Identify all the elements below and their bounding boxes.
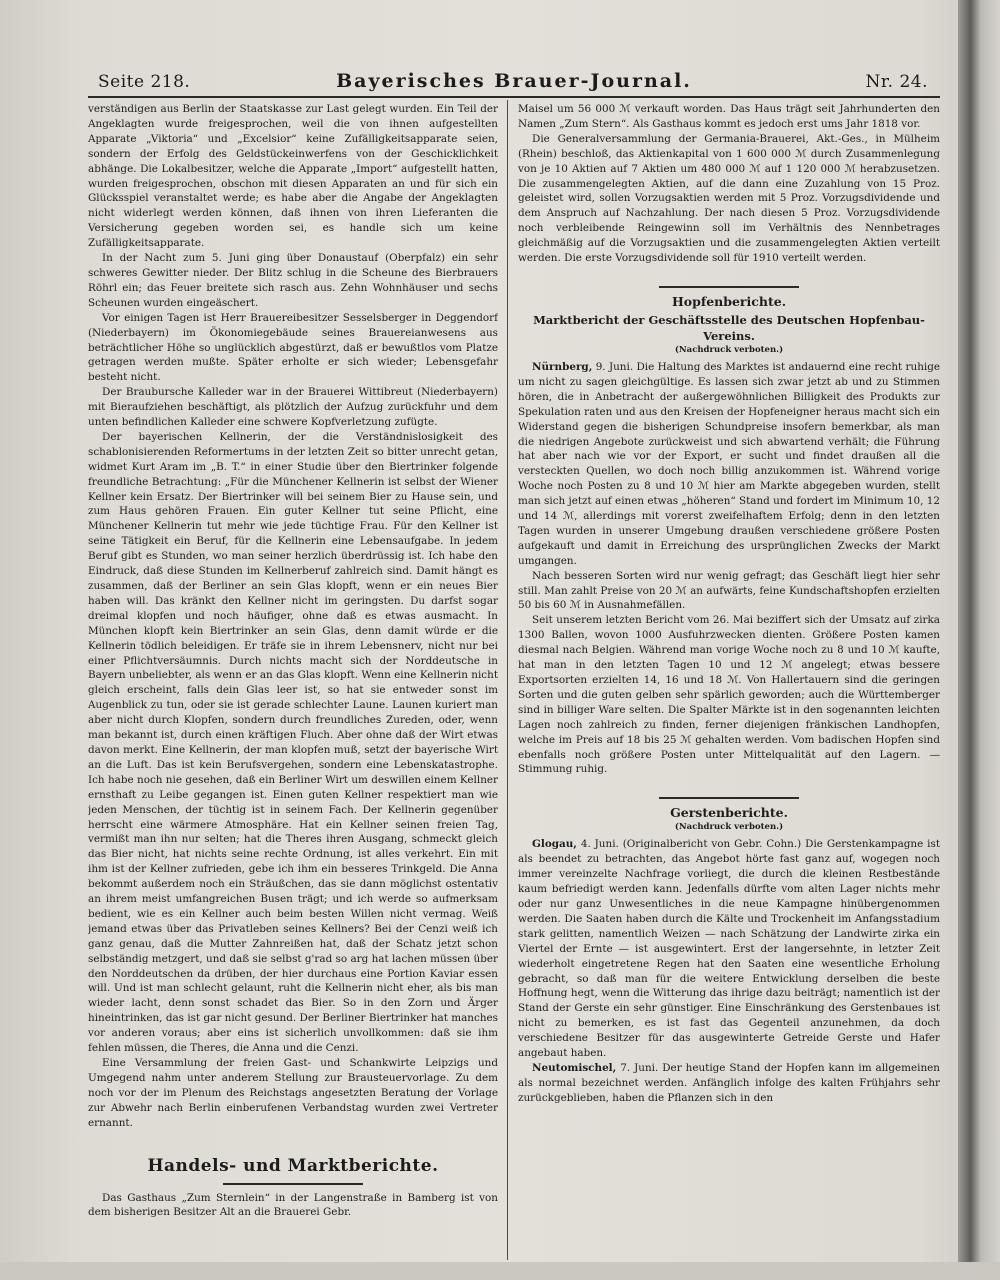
page-number: Seite 218. [98,72,191,92]
column-divider [507,100,508,1260]
paragraph-text: 7. Juni. Der heutige Stand der Hopfen kann im allgemeinen als normal bezeichnet werden. Anfänglich infolge des kalten Frühjahrs sehr zurückgeblieben, haben die Pflanzen sich in den [518,1061,940,1104]
paragraph: Vor einigen Tagen ist Herr Brauereibesitzer Sesselsberger in Deggendorf (Niederbayern) im Ökonomiegebäude seines Brauereianwesens aus beträchtlicher Höhe so unglücklich abgestürzt, daß er bewußtlos vom Platze getragen werden mußte. Später erholte er sich wieder; Lebensgefahr besteht nicht. [88,311,498,384]
paragraph [518,1061,940,1106]
paragraph [518,837,940,1061]
dateline-place: Nürnberg, [532,360,593,373]
section-subheading: Marktbericht der Geschäftsstelle des Deutschen Hopfenbau-Vereins. [533,312,925,343]
issue-number: Nr. 24. [865,72,928,92]
dateline-place: Glogau, [532,838,577,851]
paragraph: verständigen aus Berlin der Staatskasse zur Last gelegt wurden. Ein Teil der Angeklagten wurde freigesprochen, weil die von ihnen aufgestellten Apparate „Viktoria“ und „Excelsior“ keine Zufälligkeitsapparate seien, sondern der Erfolg des Geldstückeinwerfens von der Geschicklichkeit abhänge. Die Lokalbesitzer, welche die Apparate „Import“ aufgestellt hatten, wurden freigesprochen, obschon mit diesen Apparaten an und für sich ein Glücksspiel veranstaltet werde; es habe aber die Angabe der Angeklagten nicht widerlegt werden können, daß ihnen von ihren Lieferanten die Versicherung gegeben worden sei, es handle sich um keine Zufälligkeitsapparate. [88,103,498,250]
paragraph: Die Generalversammlung der Germania-Brauerei, Akt.-Ges., in Mülheim (Rhein) beschloß, das Aktienkapital von 1 600 000 ℳ durch Zusammenlegung von je 10 Aktien auf 7 Aktien um 480 000 ℳ auf 1 120 000 ℳ herabzusetzen. Die zusammengelegten Aktien, auf die dann eine Zuzahlung von 15 Proz. geleistet wird, sollen Vorzugsaktien werden mit 5 Proz. Vorzugsdividende und dem Anspruch auf Nachzahlung. Der nach diesen 5 Proz. Vorzugsdividende noch verbleibende Reingewinn soll im Verhältnis des Nennbetrages gleichmäßig auf die Vorzugsaktien und die zusammengelegten Aktien verteilt werden. Die erste Vorzugsdividende soll für 1910 verteilt werden. [518,132,940,265]
paragraph-text: 4. Juni. (Originalbericht von Gebr. Cohn.) Die Gerstenkampagne ist als beendet zu betrachten, das Angebot hörte fast ganz auf, wogegen noch immer vereinzelte Nachfrage vorliegt, die durch die kleinen Restbestände kaum befriedigt werden kann. Jedenfalls dürfte vom alten Lager nichts mehr oder nur ganz Unwesentliches in die neue Kampagne hinübergenommen werden. Die Saaten haben durch die Kälte und Trockenheit im Anfangsstadium stark gelitten, namentlich Weizen — nach Schätzung der Landwirte zirka ein Viertel der Ernte — ist ausgewintert. Erst der langersehnte, in letzter Zeit wiederholt eingetretene Regen hat den Saaten eine wesentliche Erholung gebracht, so daß man für die weitere Entwicklung derselben die beste Hoffnung hegt, wenn die Witterung das ihrige dazu beiträgt; namentlich ist der Stand der Gerste ein sehr günstiger. Eine Einschränkung des Gerstenbaues ist nicht zu bemerken, es ist fast das Gegenteil anzunehmen, da doch verschiedene Besitzer für das ausgewinterte Getreide Gerste und Hafer angebaut haben. [518,838,940,1060]
heading-rule [659,286,799,288]
paragraph: In der Nacht zum 5. Juni ging über Donaustauf (Oberpfalz) ein sehr schweres Gewitter nieder. Der Blitz schlug in die Scheune des Bierbrauers Röhrl ein; das Feuer breitete sich rasch aus. Zehn Wohnhäuser und sechs Scheunen wurden eingeäschert. [88,252,498,309]
right-column [518,102,940,1260]
page-bottom-margin [0,1262,1000,1280]
paragraph: Das Gasthaus „Zum Sternlein“ in der Langenstraße in Bamberg ist von dem bisherigen Besitzer Alt an die Brauerei Gebr. [88,1191,498,1219]
paragraph: Der bayerischen Kellnerin, der die Verständnislosigkeit des schablonisierenden Reformertums in der letzten Zeit so bitter unrecht getan, widmet Kurt Aram im „B. T.“ in einer Studie über den Biertrinker folgende freundliche Betrachtung: „Für die Münchener Kellnerin ist selbst der Wiener Kellner kein Ersatz. Der Biertrinker will bei seinem Bier zu Hause sein, und zum Haus gehören Frauen. Ein guter Kellner tut seine Pflicht, eine Münchener Kellnerin tut mehr wie jede tüchtige Frau. Für den Kellner ist seine Tätigkeit ein Beruf, für die Kellnerin eine Lebensaufgabe. In jedem Beruf gibt es Stunden, wo man seiner herzlich überdrüssig ist. Ich habe den Eindruck, daß diese Stunden im Kellnerberuf zahlreich sind. Damit hängt es zusammen, daß der Berliner an sein Glas klopft, wenn er ein neues Bier haben will. Das kränkt den Kellner nicht im geringsten. Du darfst sogar dreimal klopfen und noch häufiger, ohne daß es etwas ausmacht. In München klopft kein Biertrinker an sein Glas, denn damit würde er die Kellnerin tödlich beleidigen. Er träfe sie in ihrem Lebensnerv, nicht nur bei einer Pflichtversäumnis. Durch nichts macht sich der Norddeutsche in Bayern unbeliebter, als wenn er an das Glas klopft. Wenn eine Kellnerin nicht gleich erscheint, falls dein Glas leer ist, so hat sie entweder sonst im Augenblick zu tun, oder sie ist gerade schlechter Laune. Launen kuriert man aber nicht durch Klopfen, sondern durch freundliches Zureden, oder, wenn man bekannt ist, durch einen kräftigen Fluch. Aber ohne daß der Wirt etwas davon merkt. Eine Kellnerin, der man klopfen muß, setzt der bayerische Wirt an die Luft. Das ist kein Berufsvergehen, sondern eine Lebenskatastrophe. Ich habe noch nie gesehen, daß ein Berliner Wirt um deswillen einem Kellner ernsthaft zu Leibe gegangen ist. Einen guten Kellner respektiert man wie jeden Menschen, der tüchtig ist in seinem Fach. Der Kellnerin gegenüber herrscht eine wärmere Atmosphäre. Hat ein Kellner seinen freien Tag, vermißt man ihn nur selten; hat die Theres ihren Ausgang, schmeckt gleich das Bier nicht, hat nichts seine rechte Ordnung, ist alles verkehrt. Ein mit ihm ist der Kellner zufrieden, gebe ich ihm ein besseres Trinkgeld. Die Anna bekommt außerdem noch ein Sträußchen, das sie dann möglichst ostentativ an ihrem meist umfangreichen Busen trägt; und ich werde so aufmerksam bedient, wie es ein Kellner auch beim besten Willen nicht vermag. Weiß jemand etwas über das Privatleben seines Kellners? Bei der Cenzi weiß ich ganz genau, daß die Mutter Zahnreißen hat, daß der Schatz jetzt schon selbständig metzgert, und daß sie selbst g'rad so arg hat lachen müssen über den Norddeutschen da drüben, der hier durchaus eine Portion Kaviar essen will. Und ist man schlecht gelaunt, ruht die Kellnerin nicht eher, als bis man wieder lacht, denn sonst schadet das Bier. So in den Zorn und Ärger hineintrinken, das ist gar nicht gesund. Der Berliner Biertrinker hat manches vor anderen voraus; aber eins ist sicherlich unvollkommen: daß sie ihm fehlen müssen, die Theres, die Anna und die Cenzi. [88,430,498,1055]
reprint-note: (Nachdruck verboten.) [674,344,784,355]
paragraph [518,360,940,569]
section-heading: Handels- und Marktberichte. [147,1155,439,1176]
paragraph: Eine Versammlung der freien Gast- und Schankwirte Leipzigs und Umgegend nahm unter anderem Stellung zur Brausteuervorlage. Zu dem noch vor der im Plenum des Reichstags angesetzten Beratung der Vorlage zur Abwehr nach Berlin einberufenen Verbandstag wurden zwei Vertreter ernannt. [88,1057,498,1129]
paragraph: Maisel um 56 000 ℳ verkauft worden. Das Haus trägt seit Jahrhunderten den Namen „Zum Stern“. Als Gasthaus kommt es jedoch erst ums Jahr 1818 vor. [518,103,940,130]
left-column [88,102,498,1260]
page-binding-edge [958,0,1000,1280]
paragraph: Seit unserem letzten Bericht vom 26. Mai beziffert sich der Umsatz auf zirka 1300 Ballen, wovon 1000 Ausfuhrzwecken dienten. Größere Posten kamen diesmal nach Belgien. Während man vorige Woche noch zu 8 und 10 ℳ kaufte, hat man in den letzten Tagen 10 und 12 ℳ angelegt; etwas bessere Exportsorten erzielten 14, 16 und 18 ℳ. Von Hallertauern sind die geringen Sorten und die guten gelben sehr spärlich geworden; auch die Württemberger sind in billiger Ware selten. Die Spalter Märkte ist in den sogenannten leichten Lagen noch zahlreich zu finden, ferner diejenigen fränkischen Landhopfen, welche im Preis auf 18 bis 25 ℳ gehalten werden. Vom badischen Hopfen sind ebenfalls noch größere Posten unter Mittelqualität auf den Lagern. — Stimmung ruhig. [518,614,940,776]
newspaper-page [88,62,940,1260]
page-header [88,62,940,98]
heading-rule [223,1183,363,1185]
spacer [518,266,940,280]
section-heading: Gerstenberichte. [670,805,788,821]
paragraph: Der Brauburschе Kalleder war in der Brauerei Wittibreut (Niederbayern) mit Bieraufziehen beschäftigt, als plötzlich der Aufzug zurückfuhr und dem unten befindlichen Kalleder eine schwere Kopfverletzung zufügte. [88,386,498,429]
paragraph-text: 9. Juni. Die Haltung des Marktes ist andauernd eine recht ruhige um nicht zu sagen gleichgültige. Es lassen sich zwar jetzt ab und zu Stimmen hören, die in Anbetracht der außergewöhnlichen Billigkeit des Produkts zur Spekulation raten und aus den Kreisen der Hopfeneigner heraus macht sich ein Widerstand gegen die bisherigen Schundpreise insofern bemerkbar, als man die niedrigen Angebote zurückweist und sich abwartend verhält; die Führung hat aber nach wie vor der Export, er sucht und findet draußen all die versteckten Quellen, wo doch noch billig anzukommen ist. Während vorige Woche noch Posten zu 8 und 10 ℳ hier am Markte abgegeben wurden, stellt man sich jetzt auf einen etwas „höheren“ Stand und fordert im Minimum 10, 12 und 14 ℳ, allerdings mit vorerst zweifelhaftem Erfolg; denn in den letzten Tagen wurden in unserer Umgebung draußen verschiedene größere Posten aufgekauft und damit in Erreichung des ursprünglichen Zwecks der Markt umgangen. [518,360,940,567]
paragraph: Nach besseren Sorten wird nur wenig gefragt; das Geschäft liegt hier sehr still. Man zahlt Preise von 20 ℳ an aufwärts, feine Kundschaftshopfen erzielten 50 bis 60 ℳ in Ausnahmefällen. [518,569,940,612]
reprint-note: (Nachdruck verboten.) [674,822,784,833]
journal-title: Bayerisches Brauer-Journal. [336,70,692,92]
spacer [518,777,940,791]
heading-rule [659,797,799,799]
section-heading: Hopfenberichte. [671,293,787,309]
dateline-place: Neutomischel, [532,1061,617,1074]
